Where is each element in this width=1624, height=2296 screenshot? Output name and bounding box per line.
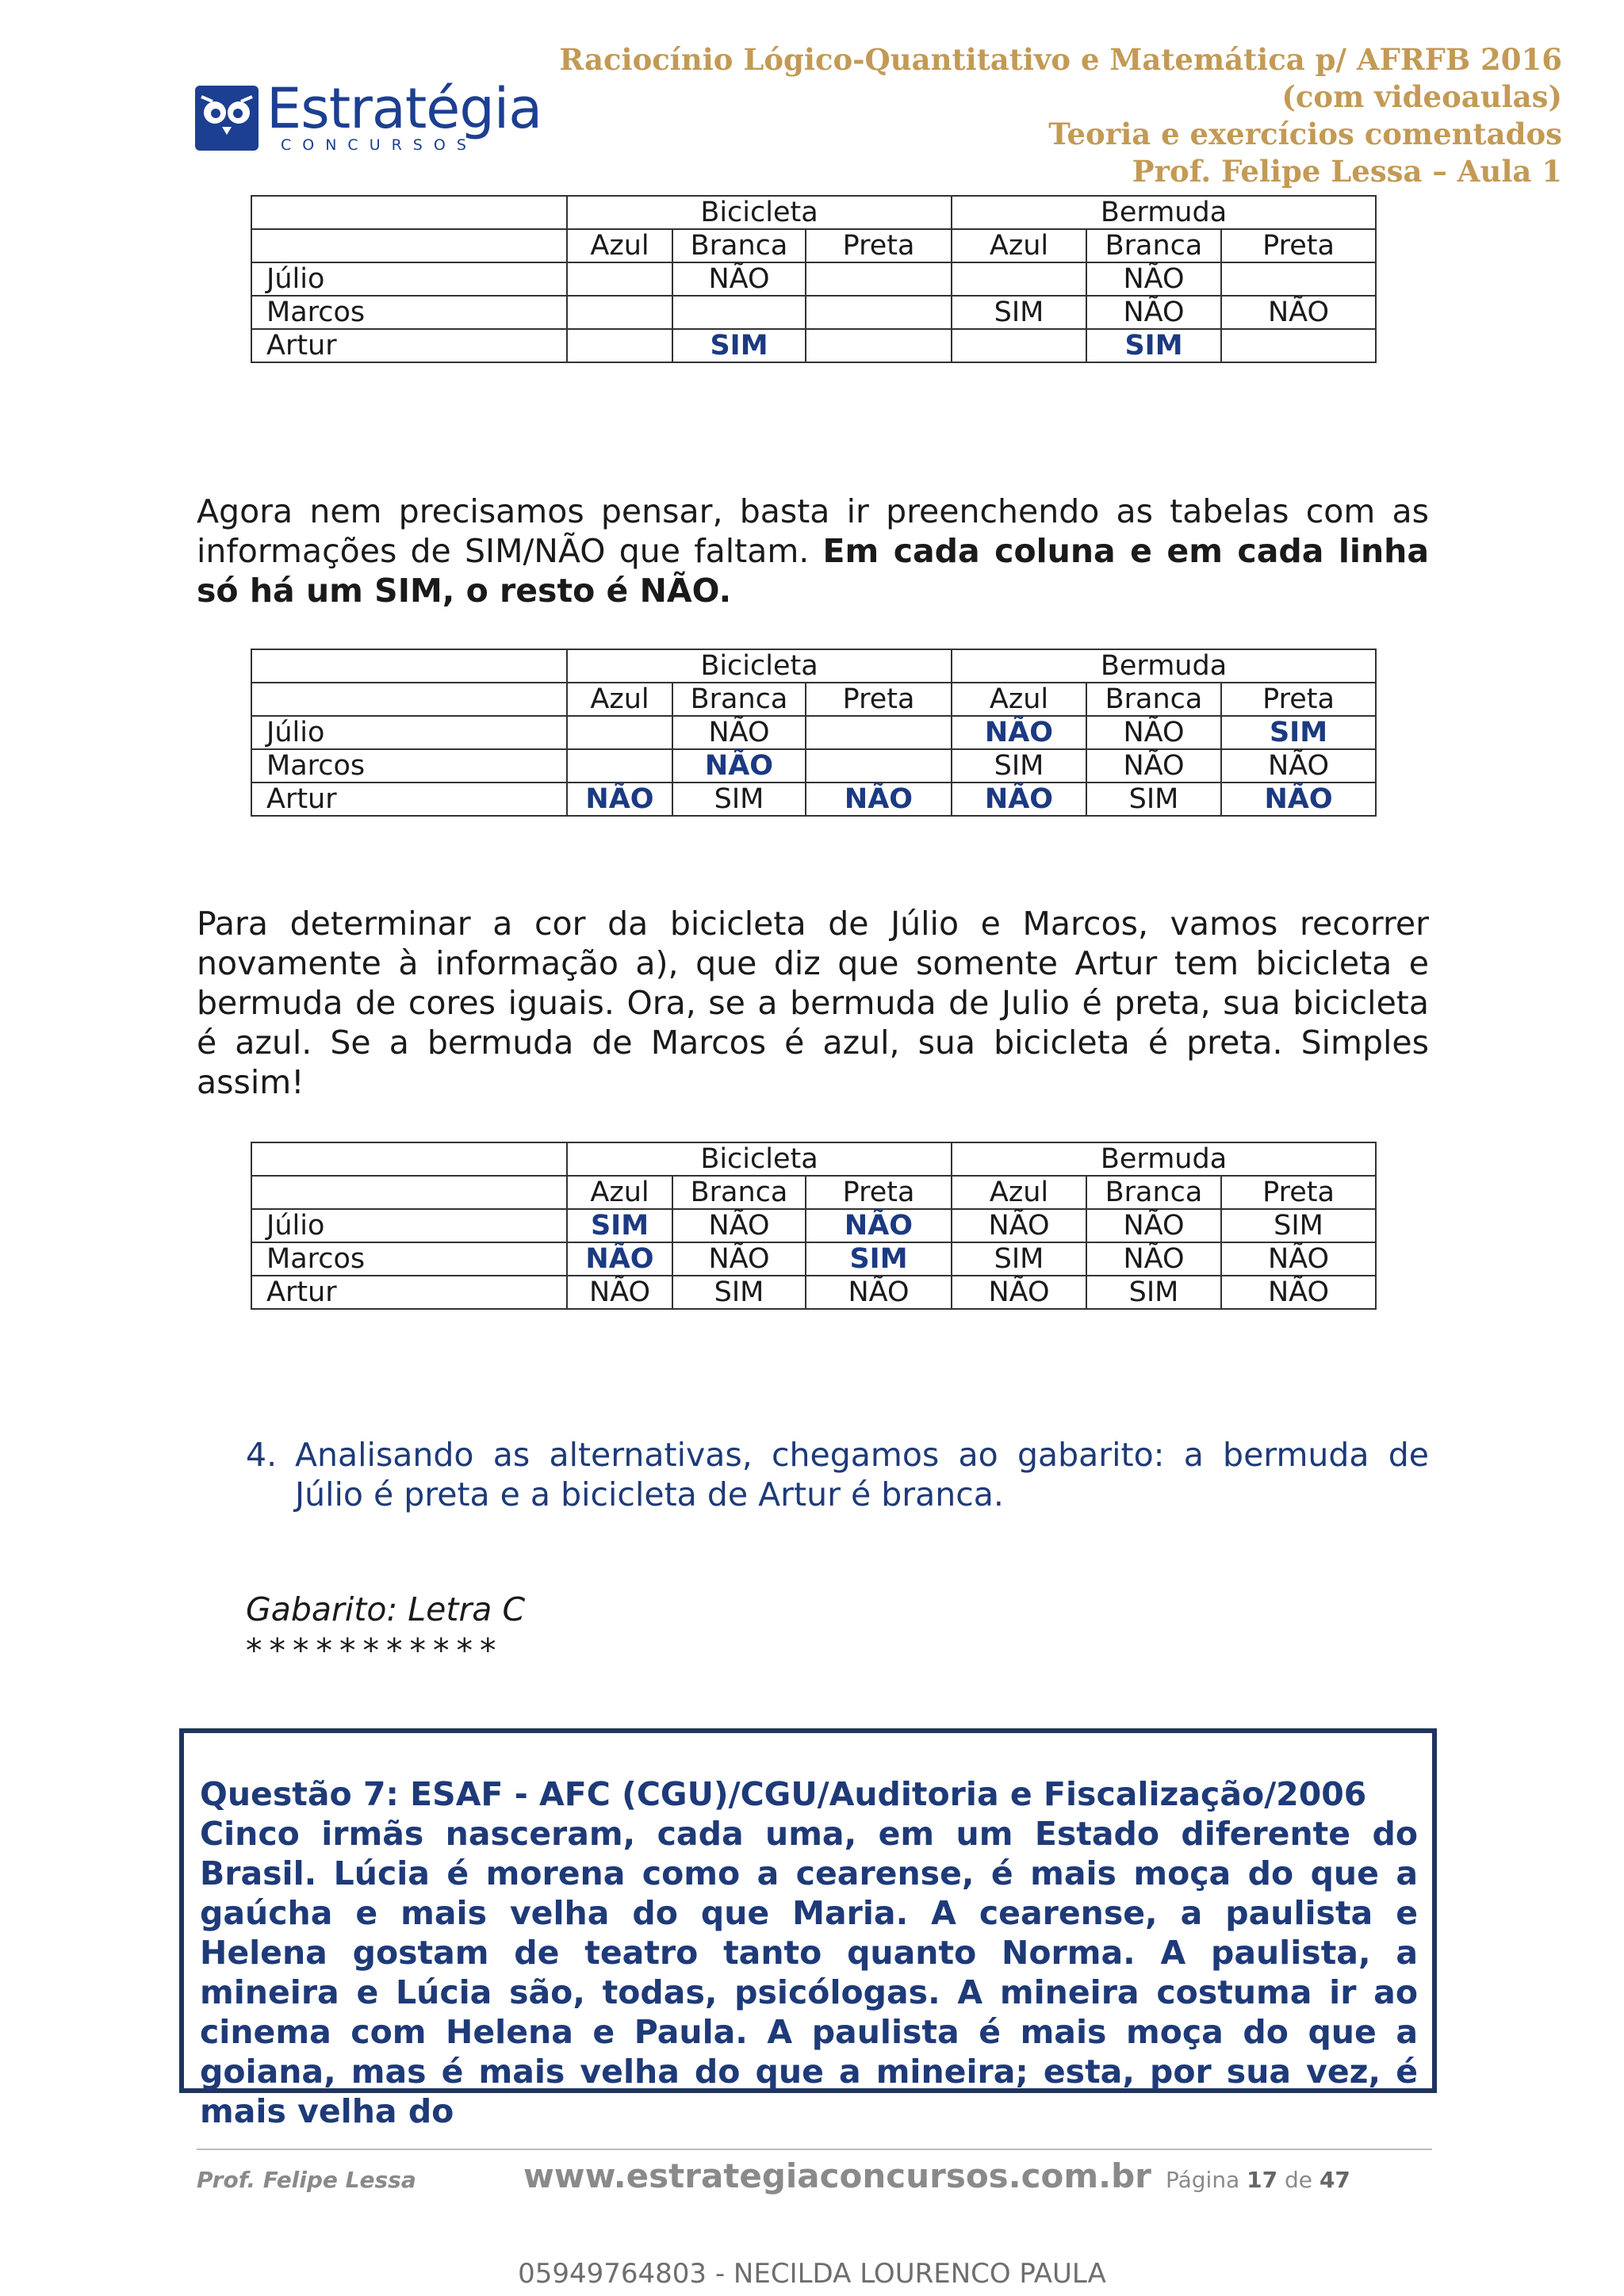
column-header: Azul (952, 683, 1086, 716)
table-cell-highlight: SIM (806, 1242, 952, 1276)
row-name: Marcos (251, 749, 567, 783)
table-cell (806, 296, 952, 329)
table-cell: NÃO (1086, 262, 1221, 296)
column-header: Azul (567, 683, 672, 716)
table-cell-highlight: NÃO (952, 716, 1086, 749)
column-header: Preta (1221, 683, 1376, 716)
table-cell: NÃO (1086, 749, 1221, 783)
footer-website-link[interactable]: www.estrategiaconcursos.com.br (523, 2156, 1151, 2195)
row-name: Artur (251, 1276, 567, 1309)
table-cell: NÃO (672, 262, 806, 296)
paragraph-explanation: Para determinar a cor da bicicleta de Júlio e Marcos, vamos recorrer novamente à informação a), que diz que somente Artur tem bicicleta e bermuda de cores iguais. Ora, se a bermuda de Julio é preta, sua bicicleta é azul. Se a bermuda de Marcos é azul, sua bicicleta é preta. Simples assim! (197, 905, 1429, 1101)
answer-key: Gabarito: Letra C (246, 1590, 526, 1628)
column-header: Azul (952, 1176, 1086, 1209)
footer-page-number (1166, 2167, 1350, 2193)
page-of-label: de (1285, 2167, 1313, 2193)
table-cell (1221, 262, 1376, 296)
footer-divider (197, 2149, 1432, 2150)
table-cell-highlight: NÃO (806, 783, 952, 816)
column-header: Preta (1221, 229, 1376, 262)
table-cell (806, 749, 952, 783)
table-cell-highlight: NÃO (567, 783, 672, 816)
truth-table-3 (251, 1142, 1377, 1310)
column-header: Azul (567, 229, 672, 262)
table-row (251, 262, 1376, 296)
truth-table-1 (251, 195, 1377, 363)
empty-header-cell (251, 683, 567, 716)
truth-table-2 (251, 649, 1377, 817)
paragraph-bold-text: Em cada coluna e em cada linha só há um SIM, o resto é NÃO. (197, 532, 1429, 610)
table-cell: NÃO (1086, 716, 1221, 749)
column-header: Branca (672, 229, 806, 262)
table-row (251, 296, 1376, 329)
table-row (251, 1276, 1376, 1309)
table-header-row (251, 1142, 1376, 1176)
table-cell (672, 296, 806, 329)
column-header: Branca (672, 1176, 806, 1209)
table-cell-highlight: NÃO (672, 749, 806, 783)
table-row (251, 783, 1376, 816)
table-row (251, 749, 1376, 783)
column-header: Preta (806, 229, 952, 262)
table-cell-highlight: NÃO (952, 783, 1086, 816)
empty-header-cell (251, 229, 567, 262)
table-cell-highlight: NÃO (1221, 783, 1376, 816)
page-label: Página (1166, 2167, 1240, 2193)
course-title: Raciocínio Lógico-Quantitativo e Matemática p/ AFRFB 2016 (559, 42, 1562, 77)
table-cell: NÃO (672, 1209, 806, 1242)
table-cell-highlight: SIM (672, 329, 806, 362)
list-item-text: Analisando as alternativas, chegamos ao gabarito: a bermuda de Júlio é preta e a bicicleta de Artur é branca. (295, 1436, 1429, 1513)
table-row (251, 1242, 1376, 1276)
table-header-row (251, 196, 1376, 229)
brand-subtitle: CONCURSOS (281, 136, 477, 154)
table-cell: SIM (1221, 1209, 1376, 1242)
table-cell (806, 262, 952, 296)
table-row (251, 716, 1376, 749)
question-box (179, 1728, 1437, 2130)
list-item-number: 4. (246, 1436, 278, 1474)
estrategia-logo (193, 76, 566, 155)
table-subheader-row (251, 683, 1376, 716)
table-cell: NÃO (806, 1276, 952, 1309)
column-header: Azul (952, 229, 1086, 262)
row-name: Júlio (251, 1209, 567, 1242)
table-cell: NÃO (672, 716, 806, 749)
table-cell: NÃO (952, 1209, 1086, 1242)
table-cell (806, 329, 952, 362)
table-cell (567, 329, 672, 362)
table-cell (1221, 329, 1376, 362)
column-header: Preta (806, 1176, 952, 1209)
table-subheader-row (251, 229, 1376, 262)
table-cell: SIM (1086, 1276, 1221, 1309)
column-header: Preta (806, 683, 952, 716)
course-header (559, 41, 1562, 190)
column-header: Branca (672, 683, 806, 716)
table-cell: SIM (952, 749, 1086, 783)
current-page: 17 (1247, 2167, 1278, 2193)
separator-stars: *********** (246, 1632, 504, 1670)
table-cell: NÃO (1221, 296, 1376, 329)
row-name: Artur (251, 783, 567, 816)
table-cell-highlight: SIM (1086, 329, 1221, 362)
table-cell (567, 296, 672, 329)
table-cell: NÃO (567, 1276, 672, 1309)
table-cell: SIM (672, 1276, 806, 1309)
total-pages: 47 (1319, 2167, 1350, 2193)
table-cell: NÃO (952, 1276, 1086, 1309)
footer-author: Prof. Felipe Lessa (197, 2167, 416, 2193)
course-description: Teoria e exercícios comentados (1048, 117, 1562, 151)
group-header: Bicicleta (567, 649, 952, 683)
table-cell: SIM (1086, 783, 1221, 816)
table-cell: NÃO (1086, 296, 1221, 329)
column-header: Branca (1086, 1176, 1221, 1209)
table-cell: SIM (952, 1242, 1086, 1276)
table-cell (567, 262, 672, 296)
paragraph-text: Agora nem precisamos pensar, basta ir preenchendo as tabelas com as informações de SIM/NÃO que faltam. (197, 492, 1429, 570)
table-cell-highlight: SIM (1221, 716, 1376, 749)
column-header: Branca (1086, 229, 1221, 262)
group-header: Bermuda (952, 649, 1376, 683)
empty-header-cell (251, 1176, 567, 1209)
column-header: Preta (1221, 1176, 1376, 1209)
table-cell-highlight: NÃO (806, 1209, 952, 1242)
table-cell: SIM (672, 783, 806, 816)
table-cell-highlight: NÃO (567, 1242, 672, 1276)
table-cell-highlight: SIM (567, 1209, 672, 1242)
course-subtitle: (com videoaulas) (1281, 79, 1562, 114)
table-cell (806, 716, 952, 749)
table-row (251, 329, 1376, 362)
brand-name: Estratégia (266, 76, 542, 141)
group-header: Bicicleta (567, 1142, 952, 1176)
table-cell: NÃO (1221, 1276, 1376, 1309)
group-header: Bermuda (952, 196, 1376, 229)
row-name: Júlio (251, 716, 567, 749)
table-cell: NÃO (672, 1242, 806, 1276)
table-cell: SIM (952, 296, 1086, 329)
owl-logo-icon (193, 82, 260, 152)
empty-header-cell (251, 1142, 567, 1176)
table-cell: NÃO (1086, 1209, 1221, 1242)
list-item-conclusion (246, 1435, 1429, 1514)
license-watermark: 05949764803 - NECILDA LOURENCO PAULA (518, 2258, 1106, 2290)
question-content (200, 1774, 1418, 2131)
table-cell (952, 262, 1086, 296)
empty-header-cell (251, 196, 567, 229)
column-header: Azul (567, 1176, 672, 1209)
question-text: Cinco irmãs nasceram, cada uma, em um Estado diferente do Brasil. Lúcia é morena como a cearense, é mais moça do que a gaúcha e mais velha do que Maria. A cearense, a paulista e Helena gostam de teatro tanto quanto Norma. A paulista, a mineira e Lúcia são, todas, psicólogas. A mineira costuma ir ao cinema com Helena e Paula. A paulista é mais moça do que a goiana, mas é mais velha do que a mineira; esta, por sua vez, é mais velha do (200, 1815, 1418, 2130)
table-row (251, 1209, 1376, 1242)
table-cell: NÃO (1221, 1242, 1376, 1276)
column-header: Branca (1086, 683, 1221, 716)
table-cell: NÃO (1086, 1242, 1221, 1276)
group-header: Bicicleta (567, 196, 952, 229)
table-header-row (251, 649, 1376, 683)
group-header: Bermuda (952, 1142, 1376, 1176)
table-cell (952, 329, 1086, 362)
course-lesson: Prof. Felipe Lessa – Aula 1 (1132, 154, 1562, 189)
question-title: Questão 7: ESAF - AFC (CGU)/CGU/Auditoria e Fiscalização/2006 (200, 1775, 1367, 1813)
table-cell: NÃO (1221, 749, 1376, 783)
row-name: Marcos (251, 296, 567, 329)
row-name: Júlio (251, 262, 567, 296)
empty-header-cell (251, 649, 567, 683)
paragraph-instruction (197, 492, 1429, 610)
row-name: Artur (251, 329, 567, 362)
table-subheader-row (251, 1176, 1376, 1209)
row-name: Marcos (251, 1242, 567, 1276)
table-cell (567, 749, 672, 783)
table-cell (567, 716, 672, 749)
